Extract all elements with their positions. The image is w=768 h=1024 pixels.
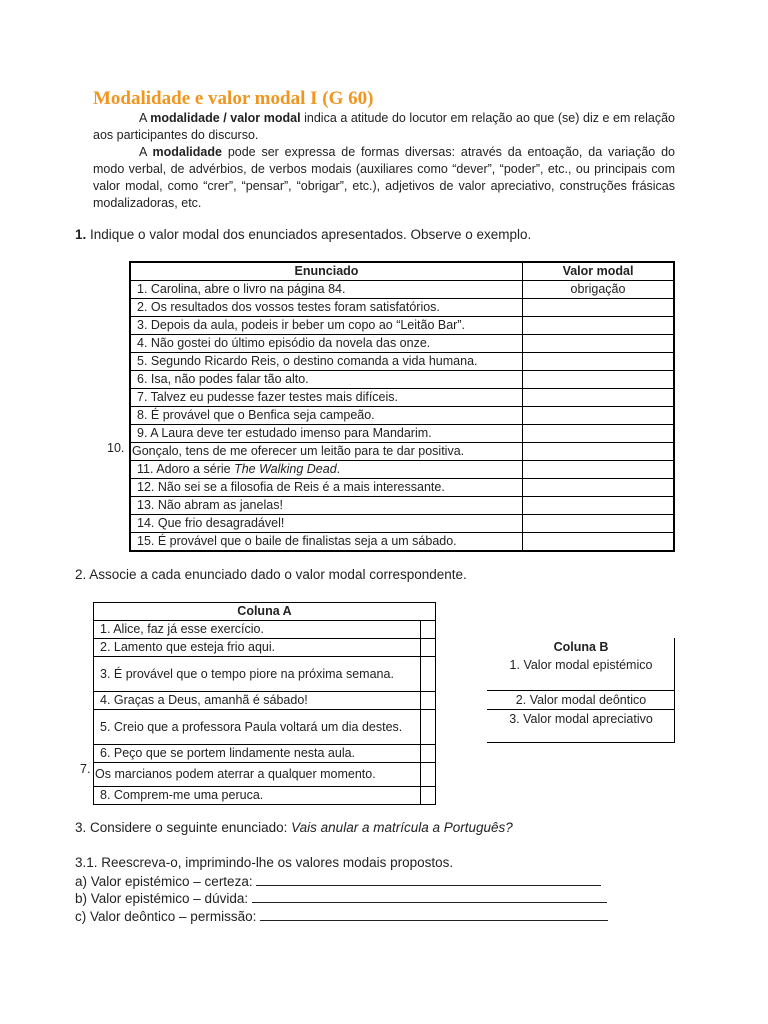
intro-term: modalidade / valor modal <box>150 111 301 125</box>
valor-modal-cell[interactable] <box>523 533 675 552</box>
enunciado-cell: 15. É provável que o baile de finalistas seja a um sábado. <box>130 533 523 552</box>
answer-line-c <box>75 908 608 926</box>
intro-paragraph-1 <box>93 110 675 144</box>
table-row <box>130 335 674 353</box>
answer-label: c) Valor deôntico – permissão: <box>75 908 261 924</box>
coluna-b-item: 2. Valor modal deôntico <box>487 691 675 710</box>
intro-text: A <box>139 145 153 159</box>
coluna-b-item: 3. Valor modal apreciativo <box>487 710 675 743</box>
question-3 <box>75 820 513 835</box>
enunciado-text: . <box>336 462 341 476</box>
header-valor-modal: Valor modal <box>523 262 675 281</box>
coluna-b-item: 1. Valor modal epistémico <box>487 656 675 691</box>
table-header-row <box>130 262 674 281</box>
list-item <box>94 745 436 763</box>
list-item <box>94 787 436 805</box>
valor-modal-cell[interactable] <box>523 353 675 371</box>
intro-term: modalidade <box>152 145 222 159</box>
enunciado-cell: 3. Depois da aula, podeis ir beber um copo ao “Leitão Bar”. <box>130 317 523 335</box>
question-3-1: 3.1. Reescreva-o, imprimindo-lhe os valores modais propostos. <box>75 855 454 870</box>
enunciado-text: 11. Adoro a série <box>137 462 235 476</box>
answer-blank[interactable] <box>256 873 601 886</box>
coluna-a-item: 1. Alice, faz já esse exercício. <box>94 621 421 639</box>
question-text: 3. Considere o seguinte enunciado: <box>75 820 292 835</box>
list-item <box>94 692 436 710</box>
valor-modal-cell[interactable] <box>523 407 675 425</box>
list-item <box>94 639 436 657</box>
intro-paragraph-2 <box>93 144 675 212</box>
list-item <box>94 657 436 692</box>
answer-line-b <box>75 890 608 908</box>
page-title: Modalidade e valor modal I (G 60) <box>93 88 374 109</box>
question-2: 2. Associe a cada enunciado dado o valor modal correspondente. <box>75 567 467 582</box>
coluna-a-item: Os marcianos podem aterrar a qualquer momento. <box>94 763 421 787</box>
enunciado-cell: Gonçalo, tens de me oferecer um leitão para te dar positiva. <box>130 443 523 461</box>
enunciado-cell: 14. Que frio desagradável! <box>130 515 523 533</box>
valor-modal-cell[interactable] <box>523 479 675 497</box>
header-enunciado: Enunciado <box>130 262 523 281</box>
valor-modal-cell[interactable] <box>523 299 675 317</box>
answer-line-a <box>75 873 608 891</box>
question-quote: Vais anular a matrícula a Português? <box>291 820 513 835</box>
enunciado-cell: 7. Talvez eu pudesse fazer testes mais difíceis. <box>130 389 523 407</box>
coluna-a-item: 5. Creio que a professora Paula voltará um dia destes. <box>94 710 421 745</box>
coluna-a-item: 8. Comprem-me uma peruca. <box>94 787 421 805</box>
table-row <box>130 371 674 389</box>
table-row <box>130 479 674 497</box>
enunciado-cell: 6. Isa, não podes falar tão alto. <box>130 371 523 389</box>
answer-box[interactable] <box>421 787 436 805</box>
coluna-b-border <box>674 638 675 742</box>
table-row <box>130 353 674 371</box>
table-row <box>130 281 674 299</box>
valor-modal-cell[interactable] <box>523 425 675 443</box>
answer-lines <box>75 855 608 925</box>
answer-blank[interactable] <box>260 908 608 921</box>
series-title: The Walking Dead <box>234 462 337 476</box>
question-number: 1. <box>75 227 87 242</box>
intro-text: A <box>139 111 151 125</box>
valor-modal-cell[interactable] <box>523 389 675 407</box>
table-row <box>130 443 674 461</box>
table-row <box>130 533 674 552</box>
row-10-number: 10. <box>107 441 125 455</box>
enunciado-cell: 8. É provável que o Benfica seja campeão. <box>130 407 523 425</box>
coluna-a-header: Coluna A <box>94 603 436 621</box>
coluna-a-item: 6. Peço que se portem lindamente nesta aula. <box>94 745 421 763</box>
answer-box[interactable] <box>421 692 436 710</box>
valor-modal-cell[interactable] <box>523 317 675 335</box>
enunciado-cell: 9. A Laura deve ter estudado imenso para Mandarim. <box>130 425 523 443</box>
table-row <box>130 425 674 443</box>
table-row <box>130 389 674 407</box>
answer-box[interactable] <box>421 763 436 787</box>
enunciado-cell: 2. Os resultados dos vossos testes foram satisfatórios. <box>130 299 523 317</box>
list-item <box>94 621 436 639</box>
intro-text: indica a atitude do locutor em relação ao que (se) diz e em relação aos participantes do discurso. <box>93 111 675 142</box>
table-row <box>130 515 674 533</box>
coluna-a-table <box>93 602 436 805</box>
enunciado-cell <box>130 461 523 479</box>
enunciado-cell: 1. Carolina, abre o livro na página 84. <box>130 281 523 299</box>
list-item <box>94 763 436 787</box>
table-row <box>130 407 674 425</box>
answer-label: a) Valor epistémico – certeza: <box>75 873 257 889</box>
answer-blank[interactable] <box>252 890 607 903</box>
answer-box[interactable] <box>421 639 436 657</box>
question-1 <box>75 227 531 242</box>
coluna-a-item: 2. Lamento que esteja frio aqui. <box>94 639 421 657</box>
list-item <box>94 710 436 745</box>
answer-box[interactable] <box>421 745 436 763</box>
enunciado-cell: 12. Não sei se a filosofia de Reis é a mais interessante. <box>130 479 523 497</box>
answer-box[interactable] <box>421 621 436 639</box>
question-text: Indique o valor modal dos enunciados apresentados. Observe o exemplo. <box>86 227 532 242</box>
valor-modal-cell[interactable]: obrigação <box>523 281 675 299</box>
enunciados-table <box>129 261 675 552</box>
valor-modal-cell[interactable] <box>523 461 675 479</box>
answer-label: b) Valor epistémico – dúvida: <box>75 891 252 906</box>
table-row <box>130 497 674 515</box>
answer-box[interactable] <box>421 710 436 745</box>
valor-modal-cell[interactable] <box>523 515 675 533</box>
enunciado-cell: 13. Não abram as janelas! <box>130 497 523 515</box>
coluna-a-item: 4. Graças a Deus, amanhã é sábado! <box>94 692 421 710</box>
coluna-b <box>487 638 675 743</box>
answer-box[interactable] <box>421 657 436 692</box>
table-row <box>130 461 674 479</box>
coluna-b-header: Coluna B <box>553 640 609 654</box>
coluna-a-item: 3. É provável que o tempo piore na próxima semana. <box>94 657 421 692</box>
valor-modal-cell[interactable] <box>523 335 675 353</box>
enunciado-cell: 5. Segundo Ricardo Reis, o destino comanda a vida humana. <box>130 353 523 371</box>
valor-modal-cell[interactable] <box>523 371 675 389</box>
valor-modal-cell[interactable] <box>523 443 675 461</box>
valor-modal-cell[interactable] <box>523 497 675 515</box>
enunciado-cell: 4. Não gostei do último episódio da novela das onze. <box>130 335 523 353</box>
coluna-a-row-7-number: 7. <box>80 762 91 776</box>
intro-text: pode ser expressa de formas diversas: através da entoação, da variação do modo verbal, de advérbios, de verbos modais (auxiliares como “dever”, “poder”, etc., ou principais com valor modal, como “crer”, “pensar”, “obrigar”, etc.), adjetivos de valor apreciativo, construções frásicas modalizadoras, etc. <box>93 145 675 210</box>
table-row <box>130 317 674 335</box>
table-row <box>130 299 674 317</box>
coluna-a-header-row <box>94 603 436 621</box>
